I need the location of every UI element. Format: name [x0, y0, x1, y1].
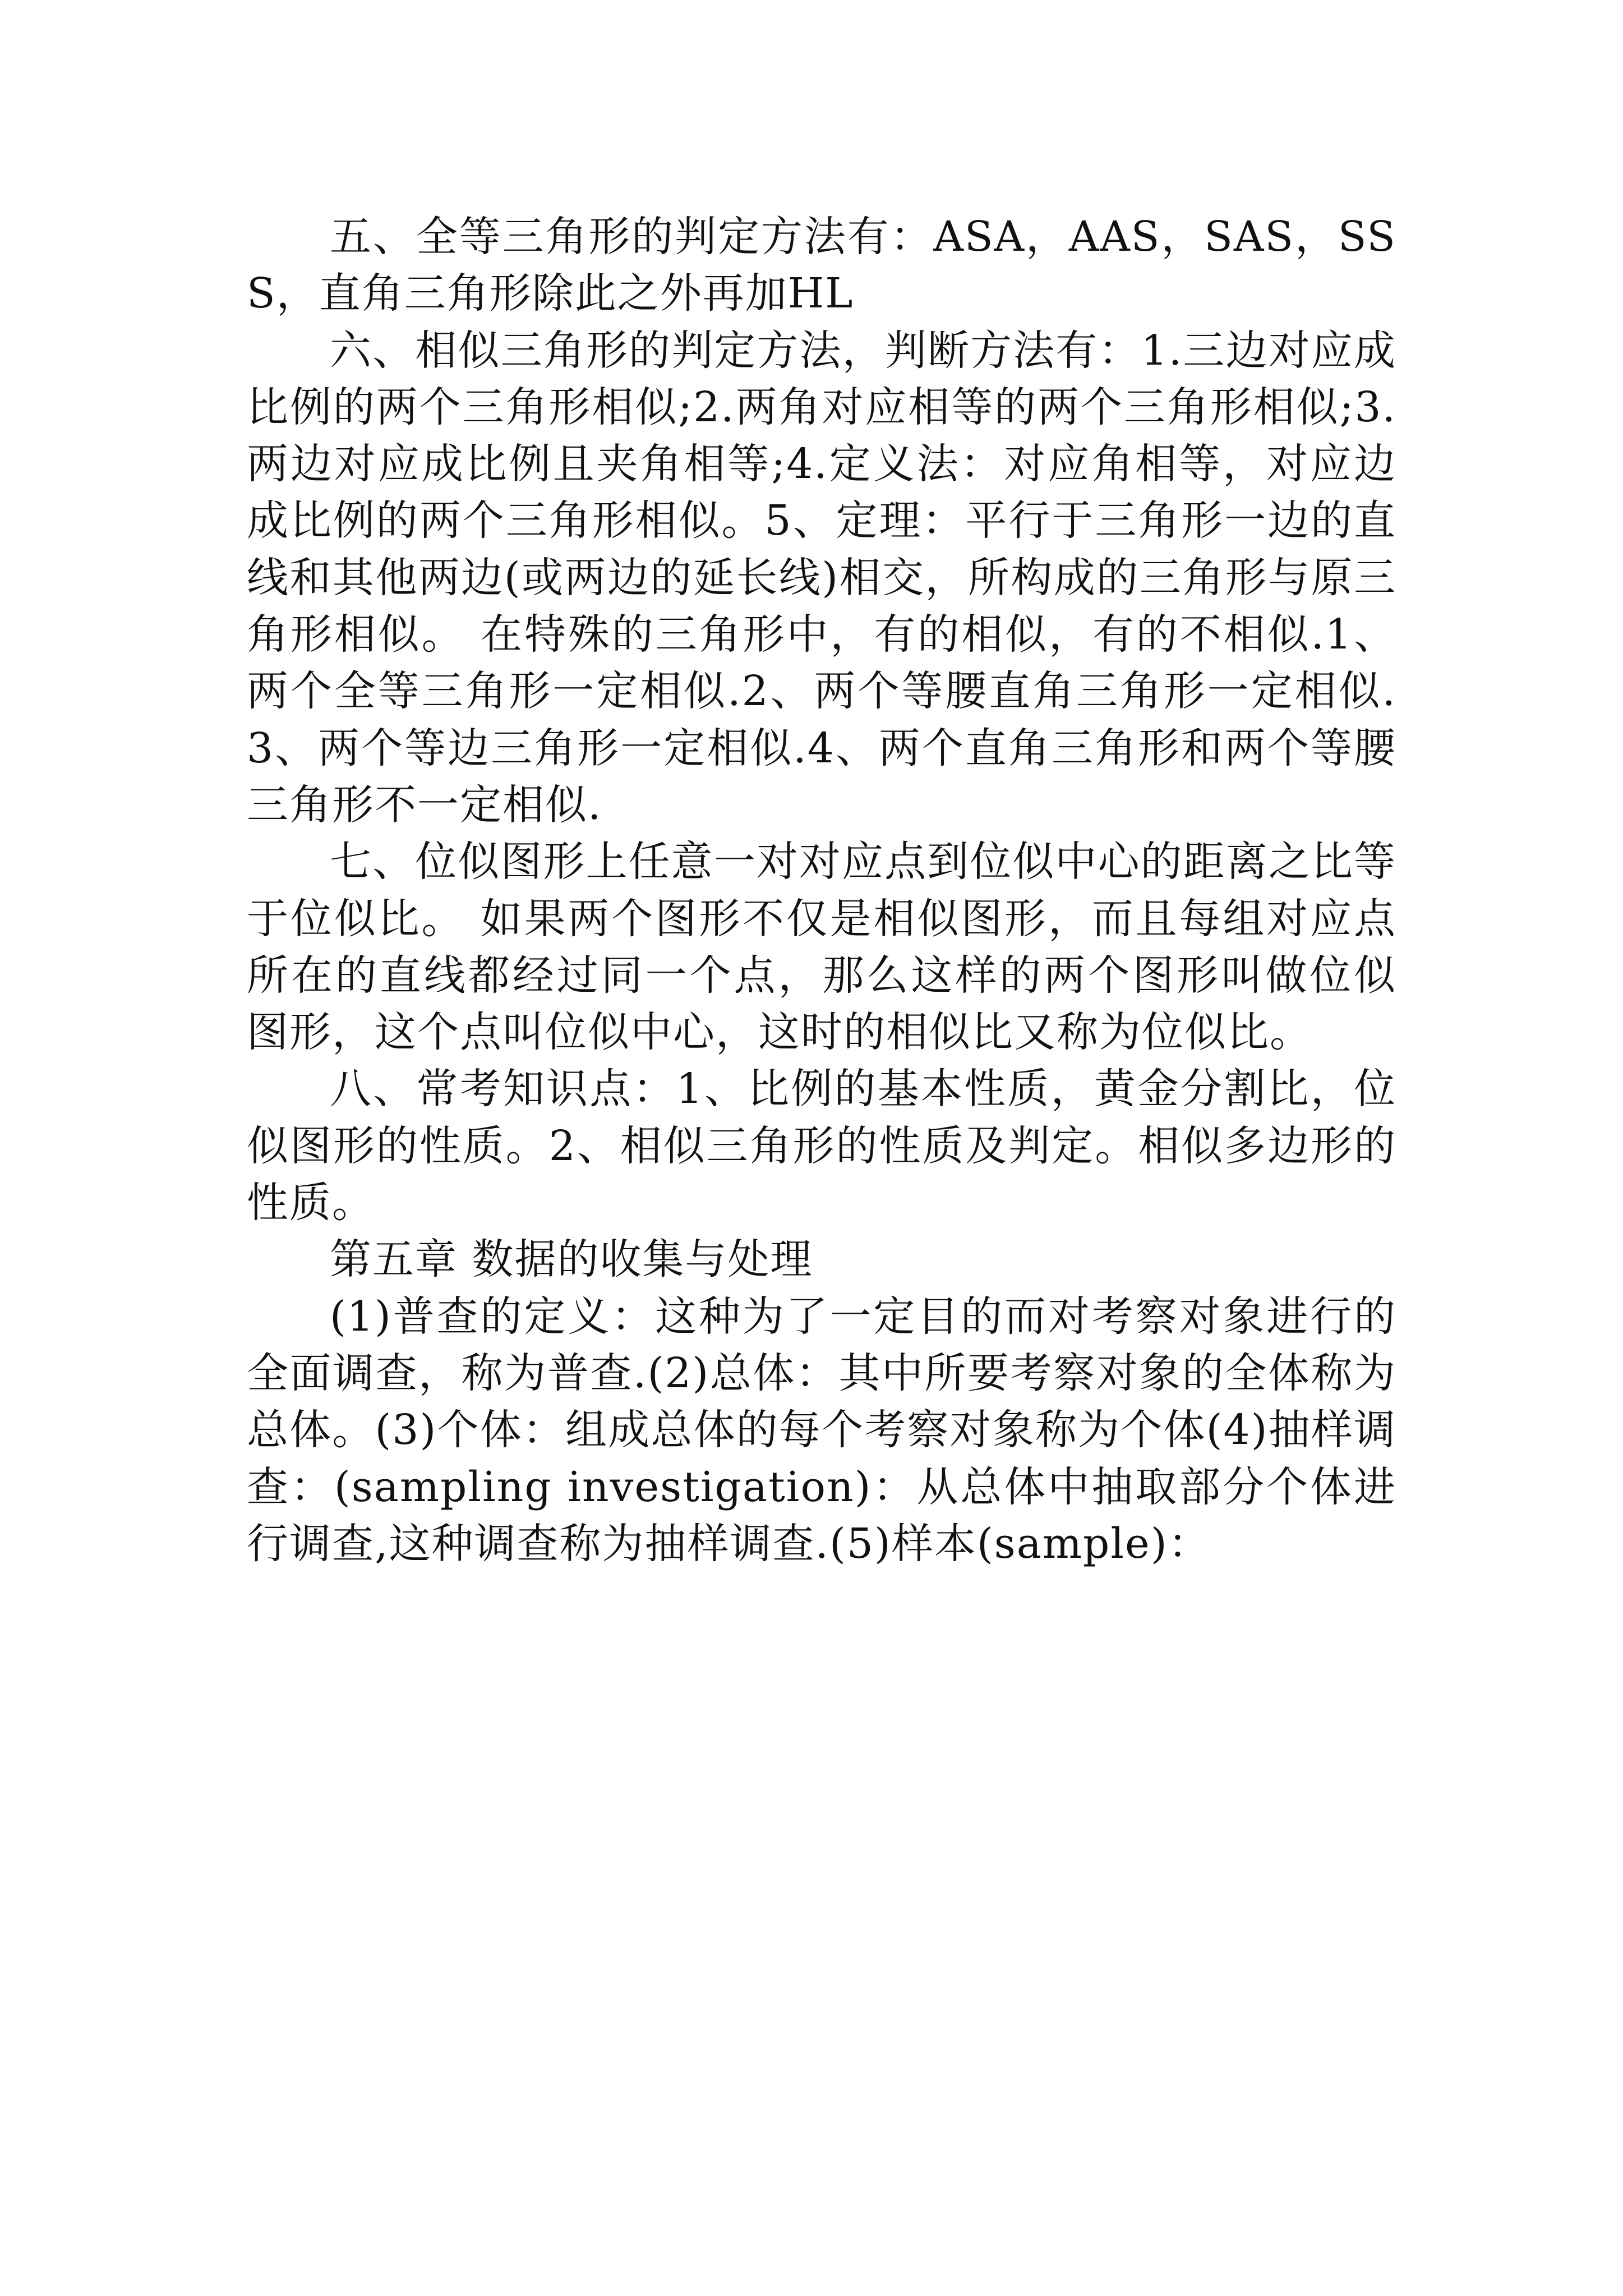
paragraph-census-and-sampling: (1)普查的定义：这种为了一定目的而对考察对象进行的全面调查，称为普查.(2)总体：其中所要考察对象的全体称为总体。(3)个体：组成总体的每个考察对象称为个体(4)抽样调查：(sampling investigation)：从总体中抽取部分个体进行调查,这种调查称为抽样调查.(5)样本(sample)：	[247, 1292, 1396, 1568]
document-body	[247, 209, 1396, 1572]
paragraph-homothetic-figures: 七、位似图形上任意一对对应点到位似中心的距离之比等于位似比。 如果两个图形不仅是相似图形，而且每组对应点所在的直线都经过同一个点，那么这样的两个图形叫做位似图形，这个点叫位似中心，这时的相似比又称为位似比。	[247, 838, 1396, 1057]
paragraph-similar-triangle-criteria: 六、相似三角形的判定方法，判断方法有：1.三边对应成比例的两个三角形相似;2.两角对应相等的两个三角形相似;3.两边对应成比例且夹角相等;4.定义法：对应角相等，对应边成比例的两个三角形相似。5、定理：平行于三角形一边的直线和其他两边(或两边的延长线)相交，所构成的三角形与原三角形相似。 在特殊的三角形中，有的相似，有的不相似.1、两个全等三角形一定相似.2、两个等腰直角三角形一定相似.3、两个等边三角形一定相似.4、两个直角三角形和两个等腰三角形不一定相似.	[247, 326, 1396, 829]
paragraph-congruent-triangle-criteria: 五、全等三角形的判定方法有：ASA，AAS，SAS，SSS，直角三角形除此之外再加HL	[247, 213, 1396, 318]
chapter-heading: 第五章 数据的收集与处理	[330, 1235, 813, 1284]
paragraph-key-knowledge-points: 八、常考知识点：1、比例的基本性质，黄金分割比，位似图形的性质。2、相似三角形的性质及判定。相似多边形的性质。	[247, 1065, 1396, 1227]
